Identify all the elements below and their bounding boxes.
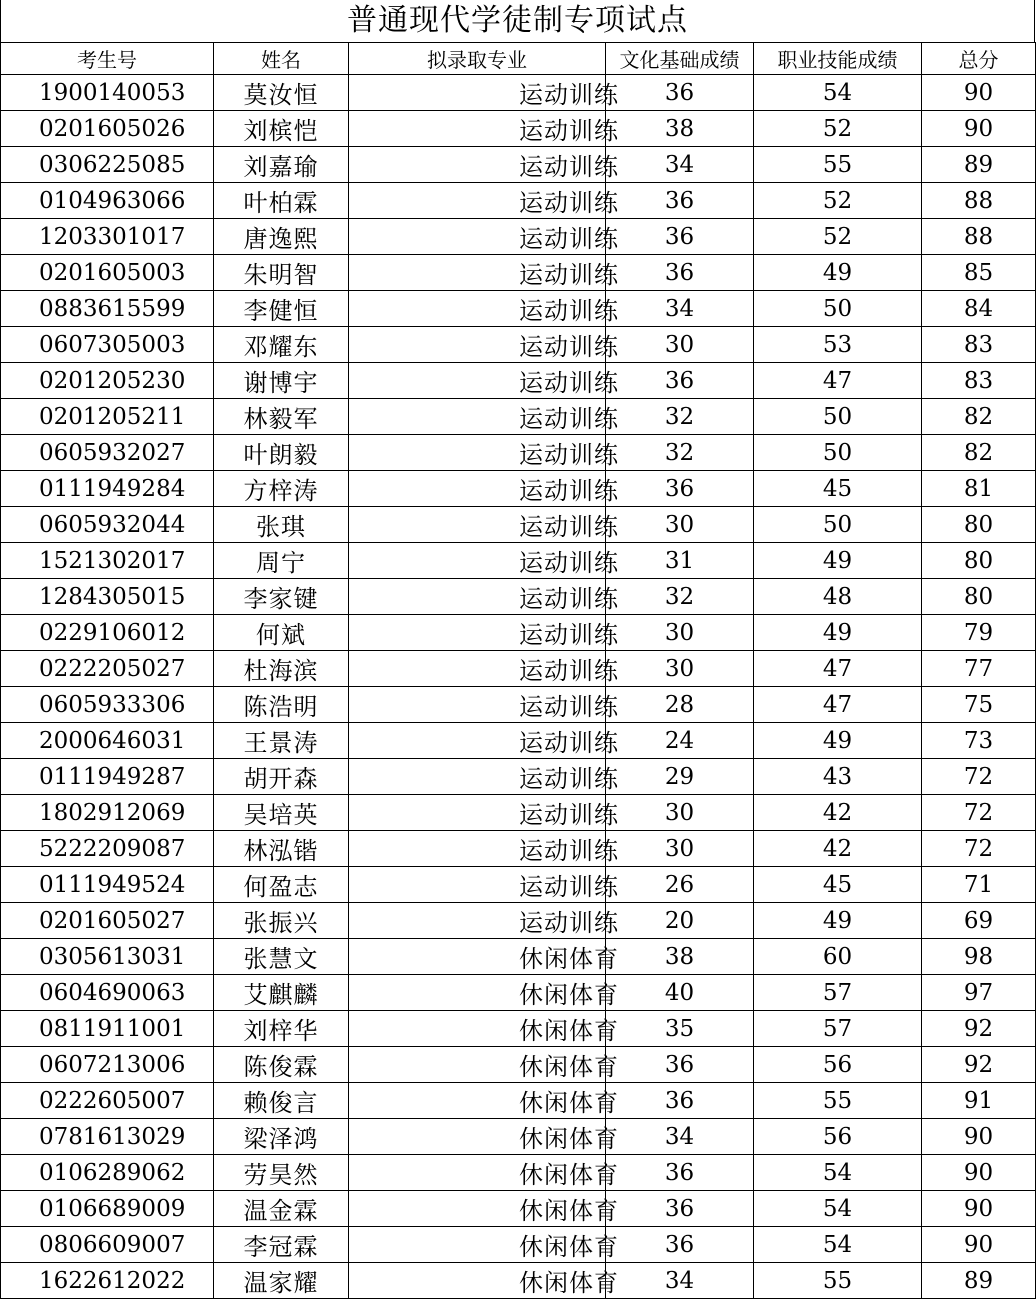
cell-name: 莫汝恒 [214, 75, 349, 111]
cell-skill-score: 54 [754, 1155, 922, 1191]
cell-name: 林泓锴 [214, 831, 349, 867]
cell-name: 李冠霖 [214, 1227, 349, 1263]
cell-major: 休闲体育 [349, 1083, 606, 1119]
cell-name: 李家键 [214, 579, 349, 615]
table-body [1, 75, 1036, 1299]
cell-major: 运动训练 [349, 831, 606, 867]
cell-culture-score: 30 [606, 795, 754, 831]
cell-total-score: 82 [922, 399, 1036, 435]
cell-name: 叶朗毅 [214, 435, 349, 471]
table-row [1, 363, 1036, 399]
cell-culture-score: 36 [606, 183, 754, 219]
table-row [1, 1227, 1036, 1263]
table-row [1, 183, 1036, 219]
cell-skill-score: 54 [754, 75, 922, 111]
cell-total-score: 90 [922, 1119, 1036, 1155]
cell-major: 运动训练 [349, 291, 606, 327]
cell-candidate-id: 0605933306 [1, 687, 214, 723]
header-row [1, 43, 1036, 75]
cell-candidate-id: 0201205230 [1, 363, 214, 399]
cell-name: 张振兴 [214, 903, 349, 939]
cell-culture-score: 30 [606, 615, 754, 651]
cell-total-score: 90 [922, 111, 1036, 147]
cell-total-score: 72 [922, 759, 1036, 795]
cell-skill-score: 55 [754, 147, 922, 183]
cell-major: 运动训练 [349, 363, 606, 399]
cell-name: 刘梓华 [214, 1011, 349, 1047]
cell-total-score: 89 [922, 147, 1036, 183]
sheet-title: 普通现代学徒制专项试点 [0, 0, 1035, 42]
cell-candidate-id: 0222205027 [1, 651, 214, 687]
table-row [1, 471, 1036, 507]
cell-candidate-id: 1900140053 [1, 75, 214, 111]
cell-culture-score: 34 [606, 1263, 754, 1299]
cell-culture-score: 30 [606, 327, 754, 363]
cell-total-score: 75 [922, 687, 1036, 723]
table-row [1, 435, 1036, 471]
cell-total-score: 92 [922, 1011, 1036, 1047]
cell-skill-score: 50 [754, 291, 922, 327]
cell-total-score: 88 [922, 183, 1036, 219]
cell-major: 休闲体育 [349, 1047, 606, 1083]
cell-culture-score: 36 [606, 1227, 754, 1263]
table-row [1, 1011, 1036, 1047]
cell-culture-score: 24 [606, 723, 754, 759]
cell-major: 休闲体育 [349, 1263, 606, 1299]
cell-candidate-id: 0605932044 [1, 507, 214, 543]
cell-culture-score: 30 [606, 831, 754, 867]
cell-candidate-id: 0201605027 [1, 903, 214, 939]
cell-candidate-id: 0811911001 [1, 1011, 214, 1047]
cell-skill-score: 57 [754, 1011, 922, 1047]
cell-culture-score: 35 [606, 1011, 754, 1047]
cell-candidate-id: 0201205211 [1, 399, 214, 435]
cell-culture-score: 38 [606, 939, 754, 975]
cell-culture-score: 31 [606, 543, 754, 579]
cell-skill-score: 56 [754, 1119, 922, 1155]
cell-culture-score: 36 [606, 75, 754, 111]
table-row [1, 219, 1036, 255]
cell-name: 劳昊然 [214, 1155, 349, 1191]
cell-culture-score: 32 [606, 579, 754, 615]
cell-candidate-id: 0201605026 [1, 111, 214, 147]
cell-major: 休闲体育 [349, 975, 606, 1011]
cell-name: 周宁 [214, 543, 349, 579]
cell-major: 运动训练 [349, 759, 606, 795]
cell-total-score: 80 [922, 579, 1036, 615]
cell-skill-score: 45 [754, 867, 922, 903]
cell-culture-score: 32 [606, 399, 754, 435]
cell-major: 运动训练 [349, 723, 606, 759]
cell-candidate-id: 1521302017 [1, 543, 214, 579]
cell-culture-score: 36 [606, 363, 754, 399]
cell-major: 运动训练 [349, 147, 606, 183]
cell-culture-score: 36 [606, 219, 754, 255]
cell-total-score: 90 [922, 1191, 1036, 1227]
cell-skill-score: 49 [754, 723, 922, 759]
cell-culture-score: 36 [606, 1191, 754, 1227]
cell-candidate-id: 0883615599 [1, 291, 214, 327]
cell-major: 运动训练 [349, 183, 606, 219]
cell-total-score: 80 [922, 507, 1036, 543]
cell-major: 运动训练 [349, 435, 606, 471]
cell-candidate-id: 1622612022 [1, 1263, 214, 1299]
cell-total-score: 84 [922, 291, 1036, 327]
cell-culture-score: 30 [606, 507, 754, 543]
cell-culture-score: 34 [606, 291, 754, 327]
header-skill-score: 职业技能成绩 [754, 43, 922, 75]
cell-skill-score: 50 [754, 507, 922, 543]
table-row [1, 327, 1036, 363]
cell-culture-score: 34 [606, 147, 754, 183]
cell-name: 邓耀东 [214, 327, 349, 363]
cell-skill-score: 52 [754, 219, 922, 255]
cell-culture-score: 30 [606, 651, 754, 687]
cell-major: 运动训练 [349, 327, 606, 363]
cell-total-score: 80 [922, 543, 1036, 579]
cell-skill-score: 42 [754, 831, 922, 867]
cell-major: 休闲体育 [349, 1227, 606, 1263]
cell-major: 运动训练 [349, 867, 606, 903]
cell-candidate-id: 0111949524 [1, 867, 214, 903]
cell-skill-score: 42 [754, 795, 922, 831]
table-row [1, 75, 1036, 111]
table-row [1, 831, 1036, 867]
cell-skill-score: 49 [754, 615, 922, 651]
cell-culture-score: 32 [606, 435, 754, 471]
cell-total-score: 90 [922, 75, 1036, 111]
table-row [1, 399, 1036, 435]
cell-candidate-id: 0111949287 [1, 759, 214, 795]
cell-total-score: 73 [922, 723, 1036, 759]
cell-major: 运动训练 [349, 903, 606, 939]
cell-major: 运动训练 [349, 399, 606, 435]
cell-skill-score: 50 [754, 399, 922, 435]
cell-major: 休闲体育 [349, 1155, 606, 1191]
table-row [1, 903, 1036, 939]
table-row [1, 759, 1036, 795]
cell-name: 刘槟恺 [214, 111, 349, 147]
cell-candidate-id: 0104963066 [1, 183, 214, 219]
cell-total-score: 82 [922, 435, 1036, 471]
cell-total-score: 91 [922, 1083, 1036, 1119]
cell-name: 胡开森 [214, 759, 349, 795]
cell-name: 陈俊霖 [214, 1047, 349, 1083]
cell-skill-score: 52 [754, 183, 922, 219]
cell-skill-score: 55 [754, 1083, 922, 1119]
cell-skill-score: 52 [754, 111, 922, 147]
cell-culture-score: 38 [606, 111, 754, 147]
cell-major: 运动训练 [349, 507, 606, 543]
table-row [1, 1263, 1036, 1299]
cell-candidate-id: 1284305015 [1, 579, 214, 615]
table-row [1, 1047, 1036, 1083]
cell-total-score: 79 [922, 615, 1036, 651]
table-row [1, 651, 1036, 687]
cell-culture-score: 34 [606, 1119, 754, 1155]
cell-culture-score: 36 [606, 1155, 754, 1191]
cell-name: 方梓涛 [214, 471, 349, 507]
cell-skill-score: 60 [754, 939, 922, 975]
cell-skill-score: 53 [754, 327, 922, 363]
header-total-score: 总分 [922, 43, 1036, 75]
cell-skill-score: 43 [754, 759, 922, 795]
cell-name: 温金霖 [214, 1191, 349, 1227]
cell-candidate-id: 0306225085 [1, 147, 214, 183]
cell-major: 运动训练 [349, 255, 606, 291]
cell-name: 叶柏霖 [214, 183, 349, 219]
cell-major: 休闲体育 [349, 1191, 606, 1227]
table-row [1, 291, 1036, 327]
cell-skill-score: 50 [754, 435, 922, 471]
cell-name: 谢博宇 [214, 363, 349, 399]
cell-total-score: 90 [922, 1227, 1036, 1263]
header-major: 拟录取专业 [349, 43, 606, 75]
cell-total-score: 90 [922, 1155, 1036, 1191]
cell-major: 运动训练 [349, 543, 606, 579]
cell-skill-score: 55 [754, 1263, 922, 1299]
cell-candidate-id: 0607305003 [1, 327, 214, 363]
cell-name: 陈浩明 [214, 687, 349, 723]
cell-total-score: 81 [922, 471, 1036, 507]
cell-culture-score: 29 [606, 759, 754, 795]
table-row [1, 1191, 1036, 1227]
cell-skill-score: 47 [754, 687, 922, 723]
table-row [1, 579, 1036, 615]
cell-candidate-id: 0806609007 [1, 1227, 214, 1263]
cell-name: 何盈志 [214, 867, 349, 903]
cell-culture-score: 28 [606, 687, 754, 723]
table-row [1, 975, 1036, 1011]
table-row [1, 687, 1036, 723]
table-header [1, 43, 1036, 75]
cell-major: 运动训练 [349, 471, 606, 507]
cell-candidate-id: 2000646031 [1, 723, 214, 759]
admission-table [0, 42, 1036, 1299]
cell-name: 何斌 [214, 615, 349, 651]
cell-candidate-id: 1203301017 [1, 219, 214, 255]
cell-candidate-id: 0229106012 [1, 615, 214, 651]
cell-major: 休闲体育 [349, 1011, 606, 1047]
cell-culture-score: 26 [606, 867, 754, 903]
cell-total-score: 92 [922, 1047, 1036, 1083]
table-row [1, 723, 1036, 759]
cell-name: 温家耀 [214, 1263, 349, 1299]
header-candidate-id: 考生号 [1, 43, 214, 75]
cell-name: 刘嘉瑜 [214, 147, 349, 183]
cell-total-score: 83 [922, 363, 1036, 399]
table-row [1, 939, 1036, 975]
cell-culture-score: 20 [606, 903, 754, 939]
cell-major: 运动训练 [349, 75, 606, 111]
cell-total-score: 69 [922, 903, 1036, 939]
cell-name: 张琪 [214, 507, 349, 543]
cell-candidate-id: 0605932027 [1, 435, 214, 471]
cell-skill-score: 45 [754, 471, 922, 507]
cell-total-score: 89 [922, 1263, 1036, 1299]
cell-candidate-id: 0106289062 [1, 1155, 214, 1191]
cell-major: 运动训练 [349, 687, 606, 723]
cell-name: 张慧文 [214, 939, 349, 975]
cell-name: 艾麒麟 [214, 975, 349, 1011]
cell-culture-score: 36 [606, 1047, 754, 1083]
cell-name: 唐逸熙 [214, 219, 349, 255]
cell-skill-score: 57 [754, 975, 922, 1011]
table-row [1, 543, 1036, 579]
cell-skill-score: 54 [754, 1191, 922, 1227]
cell-total-score: 71 [922, 867, 1036, 903]
cell-skill-score: 49 [754, 903, 922, 939]
cell-major: 休闲体育 [349, 1119, 606, 1155]
table-row [1, 255, 1036, 291]
cell-candidate-id: 0607213006 [1, 1047, 214, 1083]
cell-name: 林毅军 [214, 399, 349, 435]
header-culture-score: 文化基础成绩 [606, 43, 754, 75]
table-row [1, 1155, 1036, 1191]
cell-culture-score: 40 [606, 975, 754, 1011]
cell-skill-score: 54 [754, 1227, 922, 1263]
cell-name: 吴培英 [214, 795, 349, 831]
cell-culture-score: 36 [606, 471, 754, 507]
cell-skill-score: 47 [754, 363, 922, 399]
cell-total-score: 97 [922, 975, 1036, 1011]
cell-major: 运动训练 [349, 651, 606, 687]
cell-major: 运动训练 [349, 111, 606, 147]
cell-candidate-id: 0201605003 [1, 255, 214, 291]
cell-major: 运动训练 [349, 795, 606, 831]
cell-culture-score: 36 [606, 1083, 754, 1119]
cell-skill-score: 49 [754, 543, 922, 579]
cell-candidate-id: 0222605007 [1, 1083, 214, 1119]
cell-total-score: 85 [922, 255, 1036, 291]
cell-major: 运动训练 [349, 219, 606, 255]
table-row [1, 615, 1036, 651]
cell-total-score: 77 [922, 651, 1036, 687]
cell-candidate-id: 5222209087 [1, 831, 214, 867]
cell-major: 休闲体育 [349, 939, 606, 975]
table-row [1, 147, 1036, 183]
table-row [1, 1083, 1036, 1119]
cell-candidate-id: 0305613031 [1, 939, 214, 975]
cell-major: 运动训练 [349, 579, 606, 615]
cell-name: 李健恒 [214, 291, 349, 327]
table-row [1, 1119, 1036, 1155]
cell-total-score: 88 [922, 219, 1036, 255]
cell-skill-score: 48 [754, 579, 922, 615]
cell-culture-score: 36 [606, 255, 754, 291]
cell-total-score: 98 [922, 939, 1036, 975]
table-row [1, 795, 1036, 831]
cell-total-score: 83 [922, 327, 1036, 363]
header-name: 姓名 [214, 43, 349, 75]
cell-skill-score: 49 [754, 255, 922, 291]
cell-total-score: 72 [922, 831, 1036, 867]
table-row [1, 867, 1036, 903]
cell-name: 赖俊言 [214, 1083, 349, 1119]
cell-candidate-id: 0106689009 [1, 1191, 214, 1227]
table-row [1, 111, 1036, 147]
cell-name: 杜海滨 [214, 651, 349, 687]
cell-name: 王景涛 [214, 723, 349, 759]
cell-candidate-id: 1802912069 [1, 795, 214, 831]
cell-skill-score: 47 [754, 651, 922, 687]
cell-candidate-id: 0604690063 [1, 975, 214, 1011]
cell-candidate-id: 0111949284 [1, 471, 214, 507]
cell-candidate-id: 0781613029 [1, 1119, 214, 1155]
cell-skill-score: 56 [754, 1047, 922, 1083]
table-row [1, 507, 1036, 543]
cell-major: 运动训练 [349, 615, 606, 651]
cell-name: 梁泽鸿 [214, 1119, 349, 1155]
cell-name: 朱明智 [214, 255, 349, 291]
cell-total-score: 72 [922, 795, 1036, 831]
